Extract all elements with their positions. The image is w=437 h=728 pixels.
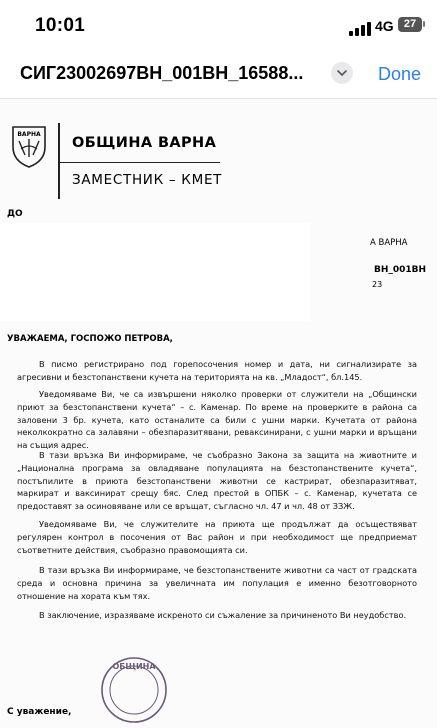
salutation: УВАЖАЕМА, ГОСПОЖО ПЕТРОВА, <box>7 334 173 344</box>
redacted-recipient <box>0 223 310 321</box>
cellular-signal-icon <box>349 22 371 36</box>
title-menu-button[interactable] <box>331 62 353 84</box>
organization-name: ОБЩИНА ВАРНА <box>72 135 217 151</box>
stamp-text: ОБЩИНА <box>112 662 156 671</box>
reference-number: ВН_001ВН <box>374 265 427 275</box>
document-page <box>0 99 437 728</box>
document-title[interactable]: СИГ23002697ВН_001ВН_16588... <box>20 63 304 83</box>
closing: С уважение, <box>7 707 72 717</box>
status-bar <box>0 0 437 52</box>
battery-icon: 27 <box>398 17 422 32</box>
reference-date: 23 <box>372 280 383 289</box>
letterhead-divider <box>58 123 60 199</box>
letterhead-rule <box>60 162 220 163</box>
official-stamp <box>99 655 169 725</box>
battery-tip <box>423 21 425 27</box>
recipient-label: ДО <box>7 209 23 219</box>
paragraph: Уведомяваме Ви, че са извършени няколко проверки от служители на „Общински приют за безстопанствени кучета“ – с. Каменар. По време на проверките в района са заловени 3 бр. кучета, като останалите са били с ушни марки. Кучетата от района неколкократно са залавяни – обезпаразитявани, реваксинирани, с ушни марки и връщани на същия адрес. <box>17 389 417 451</box>
clock: 10:01 <box>35 15 86 36</box>
paragraph: В заключение, изразяваме искреното си съжаление за причиненото Ви неудобство. <box>39 610 407 620</box>
department-name: ЗАМЕСТНИК – КМЕТ <box>72 172 223 188</box>
paragraph: В тази връзка Ви информираме, че безстопанствените животни са част от градската среда и основна причина за увеличната им популация е именно безотговорното отношение на хората към тях. <box>17 565 417 601</box>
paragraph: В писмо регистрирано под горепосочения номер и дата, ни сигнализирате за агресивни и безстопанствени кучета на територията на кв. „Младост“, бл.145. <box>17 359 417 382</box>
chevron-down-icon <box>337 70 347 76</box>
varna-crest-icon <box>9 121 49 169</box>
paragraph: В тази връзка Ви информираме, че съобразно Закона за защита на животните и „Национална програма за овладяване популацията на безстопанствените кучета“, постъпилите в приюта безстопанствени животни се кастрират, обезпаразитяват, маркират и ваксинират срещу бяс. След престой в ОПБК – с. Каменар, кучетата се предоставят за осиновяване или се връщат, съгласно чл. 47 и чл. 48 от ЗЗЖ. <box>17 450 417 512</box>
paragraph: Уведомяваме Ви, че служителите на приюта ще продължат да осъществяват регулярен контрол в посочения от Вас район и при необходимост ще предприемат съответните действия, съобразно правомощията си. <box>17 519 417 555</box>
crest-text: ВАРНА <box>17 131 41 138</box>
done-button[interactable]: Done <box>378 64 422 84</box>
navigation-bar <box>0 52 437 99</box>
network-type: 4G <box>375 18 394 34</box>
reference-city: А ВАРНА <box>370 238 408 248</box>
